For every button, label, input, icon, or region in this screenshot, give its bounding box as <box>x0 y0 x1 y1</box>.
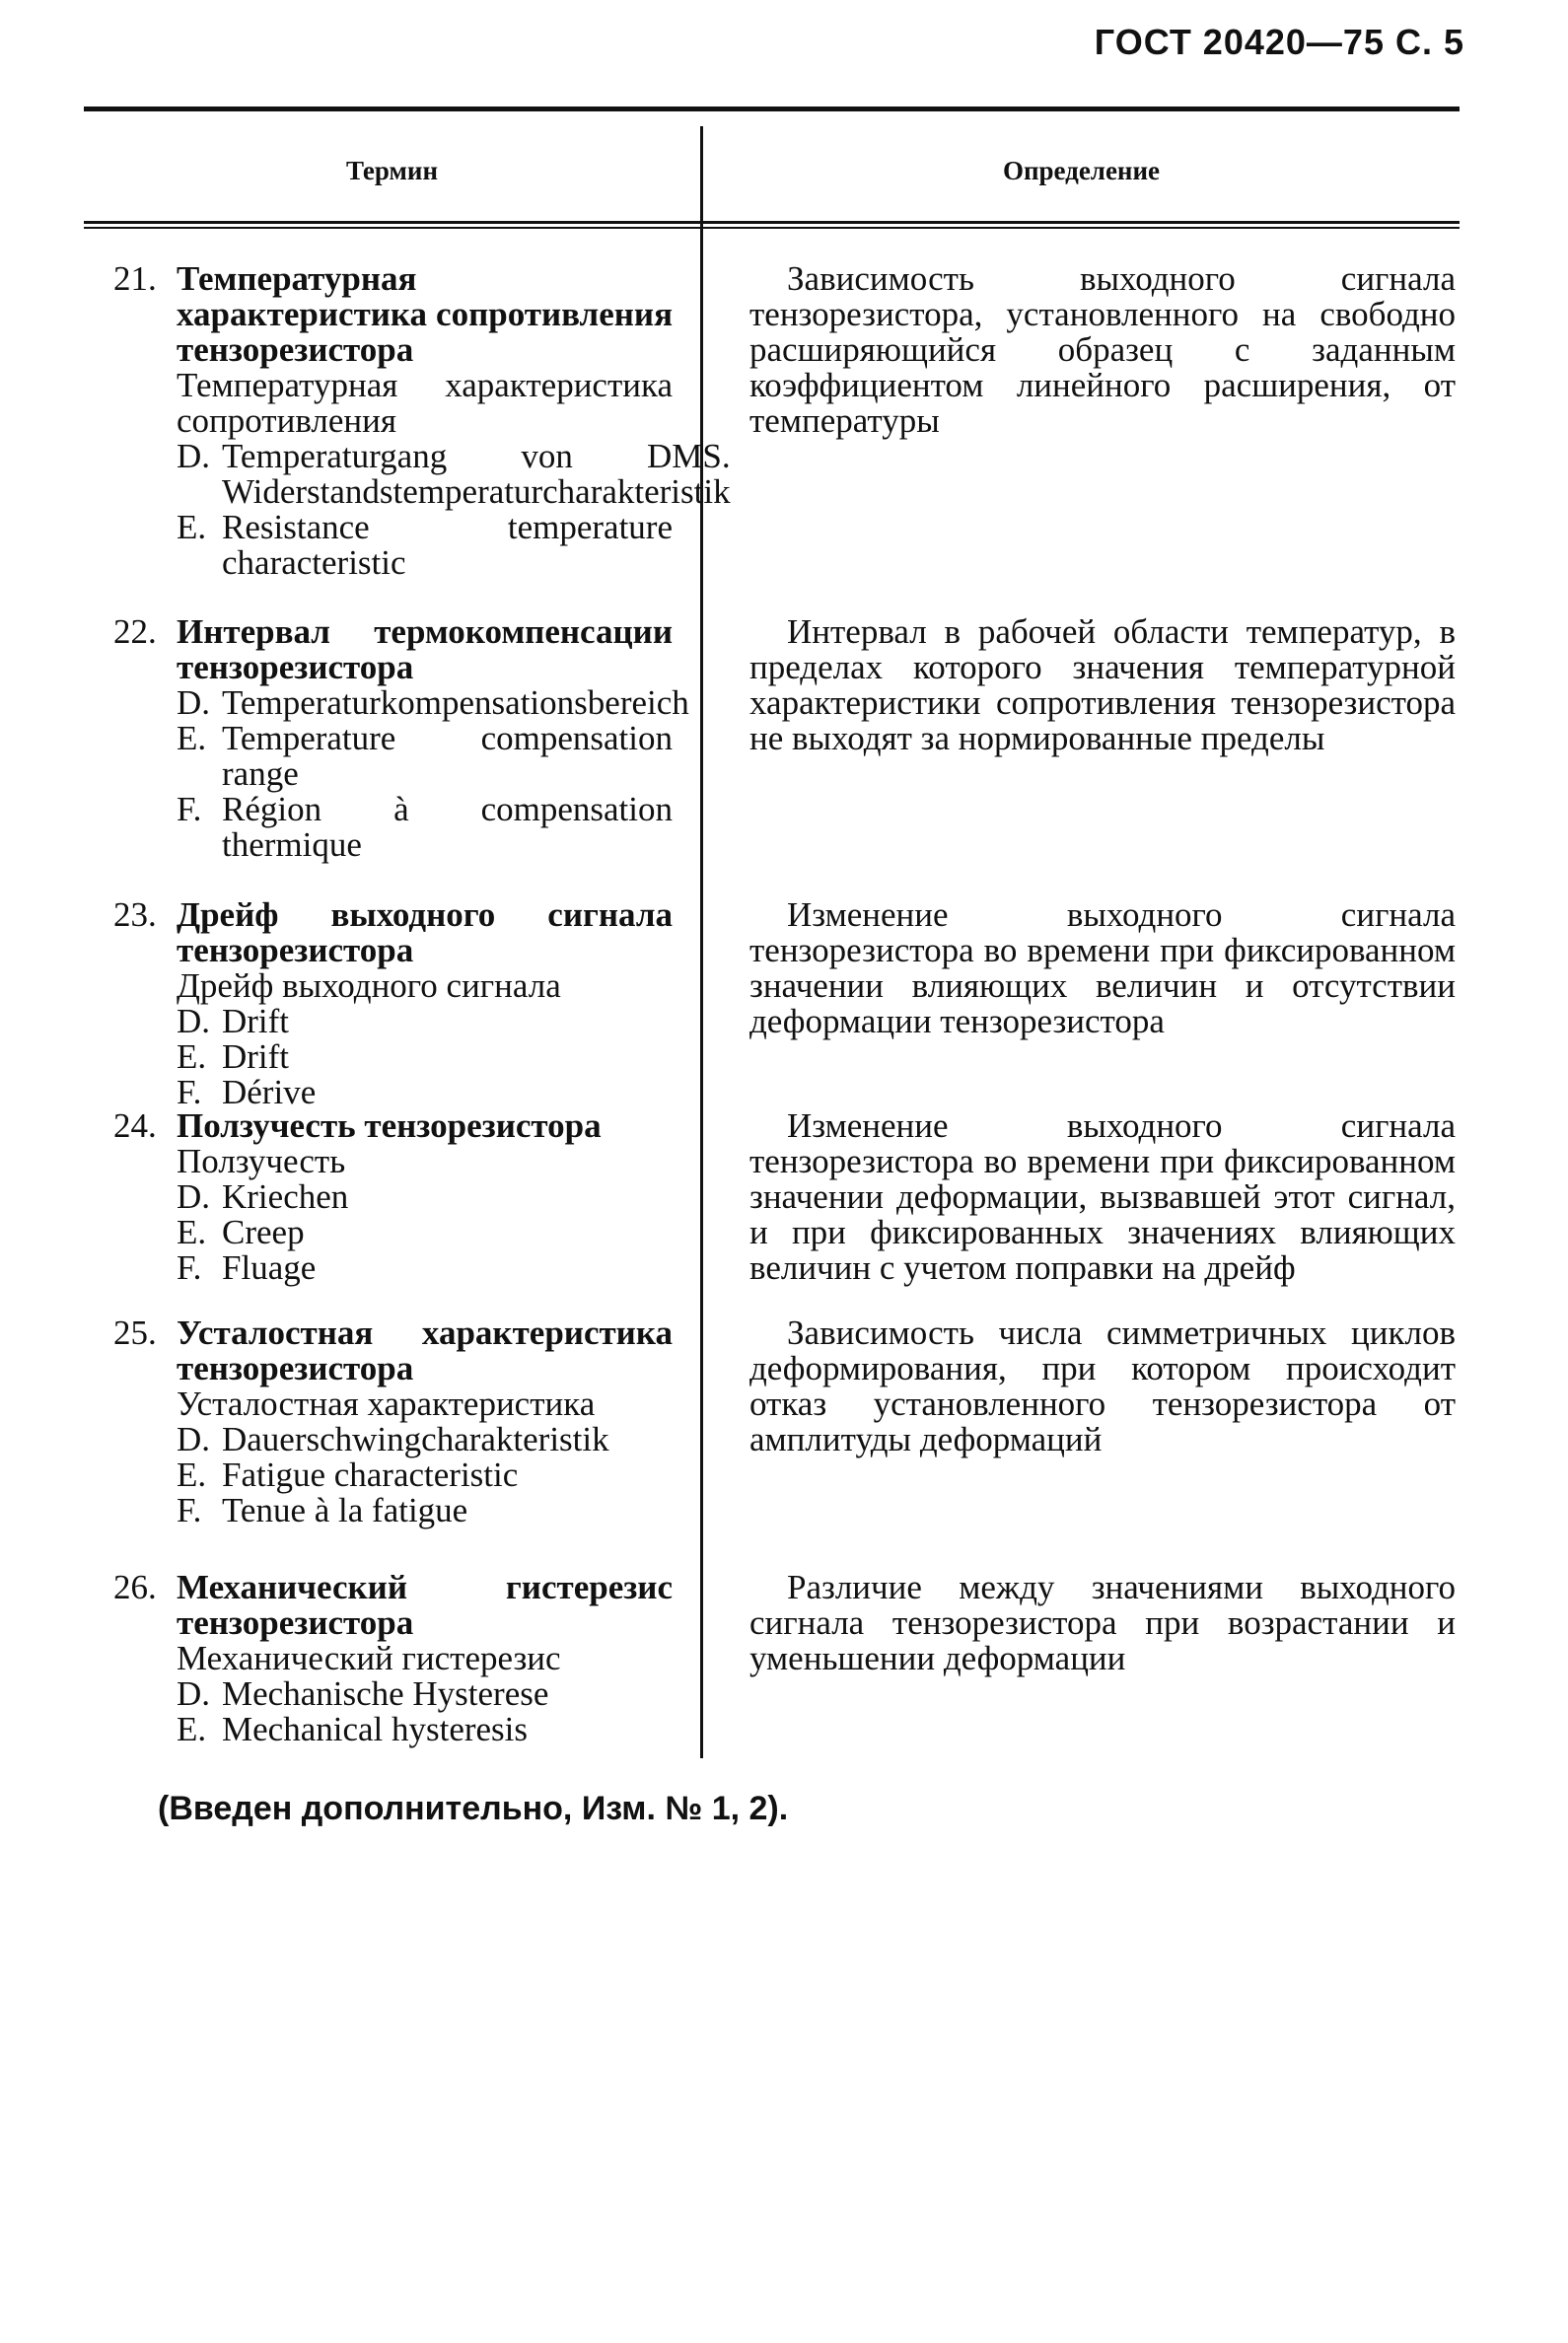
term-number: 22. <box>113 612 157 651</box>
term-number: 26. <box>113 1568 157 1606</box>
language-code: E. <box>177 719 207 757</box>
foreign-equivalent <box>113 1422 673 1457</box>
glossary-entry-25 <box>84 1315 1460 1570</box>
term-cell <box>84 1315 700 1528</box>
term-title: Дрейф выходного сигнала тензорезистора <box>177 895 673 969</box>
definition-cell <box>700 1315 1460 1457</box>
table-top-rule <box>84 106 1460 111</box>
language-code: F. <box>177 790 202 828</box>
term-cell <box>84 1108 700 1286</box>
foreign-term: Drift <box>222 1037 290 1076</box>
foreign-term: Mechanical hysteresis <box>222 1710 529 1748</box>
foreign-equivalent <box>113 1004 673 1039</box>
foreign-equivalent <box>113 1457 673 1493</box>
language-code: D. <box>177 1674 211 1713</box>
foreign-equivalent <box>113 1712 673 1747</box>
term-number: 23. <box>113 895 157 934</box>
term-title: Интервал термокомпенсации тензорезистора <box>177 612 673 686</box>
table-header-rule <box>84 221 1460 224</box>
foreign-equivalent <box>113 1215 673 1250</box>
term-number: 21. <box>113 259 157 298</box>
foreign-term: Région à compensation thermique <box>222 790 673 864</box>
term-synonym: Механический гистерезис <box>177 1639 561 1677</box>
term-number: 24. <box>113 1106 157 1145</box>
definition-text: Зависимость выходного сигнала тензорезистора, установленного на свободно расширяющийся образец с заданным коэффициентом линейного расширения, от температуры <box>749 259 1456 440</box>
definition-text: Изменение выходного сигнала тензорезистора во времени при фиксированном значении деформации, вызвавшей этот сигнал, и при фиксированных значениях влияющих величин с учетом поправки на дрейф <box>749 1106 1456 1287</box>
page-header: ГОСТ 20420—75 С. 5 <box>1094 22 1464 62</box>
amendment-note: (Введен дополнительно, Изм. № 1, 2). <box>158 1790 789 1827</box>
foreign-term: Dérive <box>222 1073 317 1111</box>
definition-text: Изменение выходного сигнала тензорезистора во времени при фиксированном значении влияющих величин и отсутствии деформации тензорезистора <box>749 895 1456 1040</box>
term-cell <box>84 259 731 582</box>
definition-cell <box>700 261 1460 439</box>
language-code: E. <box>177 1710 207 1748</box>
language-code: D. <box>177 1420 211 1458</box>
foreign-term: Tenue à la fatigue <box>222 1491 468 1529</box>
foreign-term: Temperaturgang von DMS. Widerstandstemperaturcharakteristik <box>222 437 731 511</box>
foreign-equivalent <box>113 1179 673 1215</box>
glossary-entry-21 <box>84 261 1460 614</box>
foreign-term: Dauerschwingcharakteristik <box>222 1420 609 1458</box>
language-code: F. <box>177 1491 202 1529</box>
foreign-equivalent <box>113 1075 673 1110</box>
definition-cell <box>700 614 1460 756</box>
foreign-term: Temperaturkompensationsbereich <box>222 683 689 722</box>
term-number: 25. <box>113 1314 157 1352</box>
column-header-definition: Определение <box>1002 156 1161 185</box>
foreign-equivalent <box>113 510 673 581</box>
foreign-term: Creep <box>222 1213 305 1251</box>
foreign-term: Kriechen <box>222 1177 349 1216</box>
language-code: E. <box>177 1213 207 1251</box>
language-code: E. <box>177 508 207 546</box>
foreign-equivalent <box>113 721 673 792</box>
term-synonym: Дрейф выходного сигнала <box>177 966 561 1005</box>
language-code: D. <box>177 683 211 722</box>
table-header-rule-secondary <box>84 227 1460 229</box>
definition-text: Зависимость числа симметричных циклов деформирования, при котором происходит отказ установленного тензорезистора от амплитуды деформаций <box>749 1314 1456 1458</box>
glossary-table <box>84 261 1460 1747</box>
term-title: Ползучесть тензорезистора <box>177 1106 602 1145</box>
definition-text: Интервал в рабочей области температур, в пределах которого значения температурной характеристики сопротивления тензорезистора не выходят за нормированные пределы <box>749 612 1456 757</box>
language-code: D. <box>177 1177 211 1216</box>
definition-cell <box>700 897 1460 1039</box>
language-code: D. <box>177 437 211 475</box>
foreign-equivalent <box>113 1676 673 1712</box>
foreign-term: Temperature compensation range <box>222 719 673 793</box>
definition-text: Различие между значениями выходного сигнала тензорезистора при возрастании и уменьшении деформации <box>749 1568 1456 1677</box>
foreign-term: Drift <box>222 1002 290 1040</box>
language-code: F. <box>177 1073 202 1111</box>
term-title: Температурная характеристика сопротивления тензорезистора <box>177 259 673 369</box>
foreign-term: Fluage <box>222 1248 317 1287</box>
foreign-term: Resistance temperature characteristic <box>222 508 673 582</box>
glossary-entry-23 <box>84 895 1460 1111</box>
foreign-equivalent <box>113 683 689 722</box>
foreign-equivalent <box>113 792 673 863</box>
foreign-term: Mechanische Hysterese <box>222 1674 549 1713</box>
term-synonym: Температурная характеристика сопротивления <box>177 366 673 440</box>
term-cell <box>84 614 700 863</box>
definition-cell <box>700 1108 1460 1286</box>
term-synonym: Усталостная характеристика <box>177 1384 596 1423</box>
term-cell <box>84 1570 700 1747</box>
foreign-equivalent <box>113 1250 673 1286</box>
definition-cell <box>700 1570 1460 1676</box>
column-header-term: Термин <box>345 156 439 185</box>
language-code: D. <box>177 1002 211 1040</box>
foreign-equivalent <box>113 1493 673 1528</box>
glossary-entry-26 <box>84 1570 1460 1747</box>
term-title: Механический гистерезис тензорезистора <box>177 1568 673 1642</box>
foreign-equivalent <box>113 437 731 511</box>
language-code: E. <box>177 1037 207 1076</box>
glossary-entry-24 <box>84 1108 1460 1315</box>
language-code: F. <box>177 1248 202 1287</box>
term-synonym: Ползучесть <box>177 1142 346 1180</box>
term-title: Усталостная характеристика тензорезистора <box>177 1314 673 1387</box>
term-cell <box>84 897 700 1110</box>
foreign-term: Fatigue characteristic <box>222 1456 519 1494</box>
foreign-equivalent <box>113 1039 673 1075</box>
language-code: E. <box>177 1456 207 1494</box>
glossary-entry-22 <box>84 614 1460 897</box>
